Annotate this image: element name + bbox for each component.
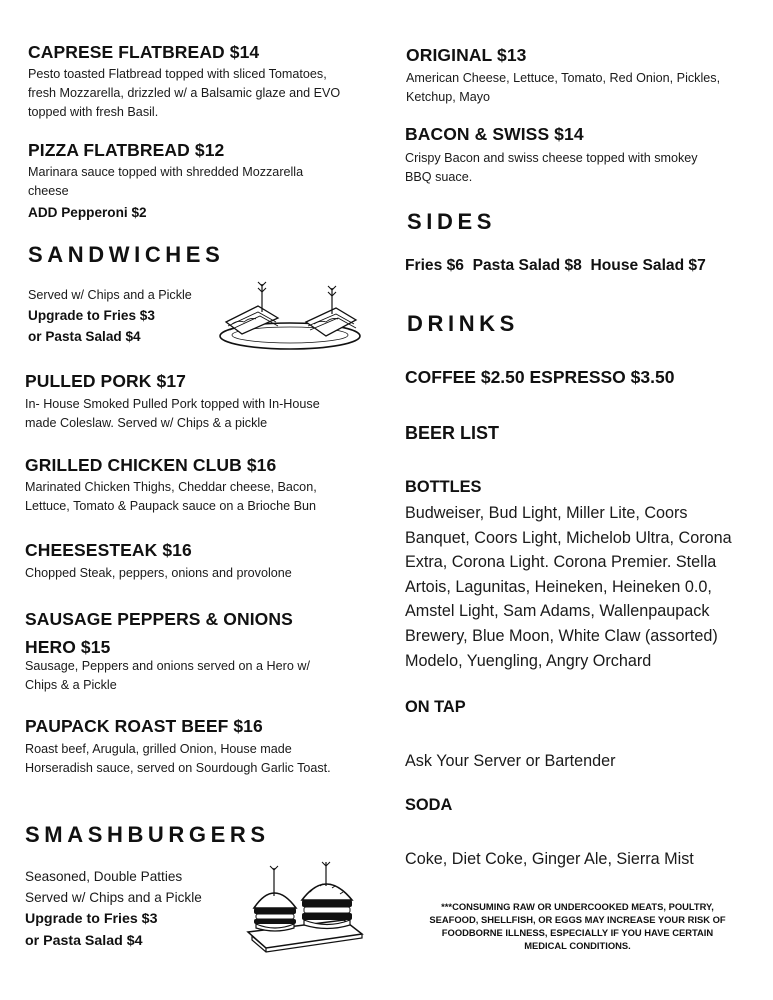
on-tap-text: Ask Your Server or Bartender — [405, 752, 616, 770]
coffee-espresso: COFFEE $2.50 ESPRESSO $3.50 — [405, 367, 675, 387]
smashburgers-upgrade: Upgrade to Fries $3 or Pasta Salad $4 — [25, 911, 158, 949]
caprese-flatbread-title: CAPRESE FLATBREAD $14 — [28, 42, 260, 62]
raw-food-warning: ***CONSUMING RAW OR UNDERCOOKED MEATS, POULTRY, SEAFOOD, SHELLFISH, OR EGGS MAY INCREASE YOUR RISK OF FOODBORNE ILLNESS, ESPECIALLY IF YOU HAVE CERTAIN MEDICAL CONDITIONS. — [429, 901, 726, 951]
bacon-swiss-description: Crispy Bacon and swiss cheese topped with smokey BBQ suace. — [405, 151, 698, 184]
sausage-hero-description: Sausage, Peppers and onions served on a Hero w/ Chips & a Pickle — [25, 659, 310, 692]
original-burger-title: ORIGINAL $13 — [406, 45, 527, 65]
grilled-chicken-club-title: GRILLED CHICKEN CLUB $16 — [25, 455, 277, 475]
bacon-swiss-title: BACON & SWISS $14 — [405, 124, 584, 144]
original-burger-description: American Cheese, Lettuce, Tomato, Red Onion, Pickles, Ketchup, Mayo — [406, 71, 721, 104]
cheesesteak-description: Chopped Steak, peppers, onions and provolone — [25, 566, 292, 580]
pizza-flatbread-description: Marinara sauce topped with shredded Mozzarella cheese — [28, 165, 304, 198]
sandwich-illustration — [218, 278, 366, 352]
pulled-pork-description: In- House Smoked Pulled Pork topped with In-House made Coleslaw. Served w/ Chips & a pickle — [25, 397, 320, 430]
sausage-hero-title: SAUSAGE PEPPERS & ONIONS HERO $15 — [25, 609, 293, 657]
smashburgers-intro: Seasoned, Double Patties Served w/ Chips and a Pickle — [25, 869, 202, 905]
caprese-flatbread-description: Pesto toasted Flatbread topped with sliced Tomatoes, fresh Mozzarella, drizzled w/ a Balsamic glaze and EVO topped with fresh Basil. — [28, 67, 341, 119]
drinks-heading: DRINKS — [407, 311, 519, 336]
pepperoni-addon: ADD Pepperoni $2 — [28, 205, 147, 220]
roast-beef-title: PAUPACK ROAST BEEF $16 — [25, 716, 263, 736]
smashburgers-heading: SMASHBURGERS — [25, 822, 270, 847]
on-tap-heading: ON TAP — [405, 698, 466, 716]
soda-text: Coke, Diet Coke, Ginger Ale, Sierra Mist — [405, 850, 694, 868]
pulled-pork-title: PULLED PORK $17 — [25, 371, 186, 391]
bottles-list: Budweiser, Bud Light, Miller Lite, Coors Banquet, Coors Light, Michelob Ultra, Corona Extra, Corona Light. Corona Premier. Stella Artois, Lagunitas, Heineken, Heineken 0.0, Amstel Light, Sam Adams, Wallenpaupack Brewery, Blue Moon, White Claw (assorted) Modelo, Yuengling, Angry Orchard — [405, 504, 732, 670]
smashburger-illustration — [244, 862, 366, 952]
cheesesteak-title: CHEESESTEAK $16 — [25, 540, 192, 560]
roast-beef-description: Roast beef, Arugula, grilled Onion, House made Horseradish sauce, served on Sourdough Garlic Toast. — [25, 742, 331, 775]
sandwiches-heading: SANDWICHES — [28, 242, 225, 267]
sides-list: Fries $6 Pasta Salad $8 House Salad $7 — [405, 257, 706, 274]
grilled-chicken-club-description: Marinated Chicken Thighs, Cheddar cheese, Bacon, Lettuce, Tomato & Paupack sauce on a Brioche Bun — [25, 480, 317, 513]
sandwiches-intro: Served w/ Chips and a Pickle — [28, 288, 192, 302]
sandwiches-upgrade: Upgrade to Fries $3 or Pasta Salad $4 — [28, 308, 155, 344]
sides-heading: SIDES — [407, 209, 497, 234]
beer-list-heading: BEER LIST — [405, 423, 500, 443]
pizza-flatbread-title: PIZZA FLATBREAD $12 — [28, 140, 225, 160]
soda-heading: SODA — [405, 796, 453, 814]
bottles-heading: BOTTLES — [405, 478, 482, 496]
